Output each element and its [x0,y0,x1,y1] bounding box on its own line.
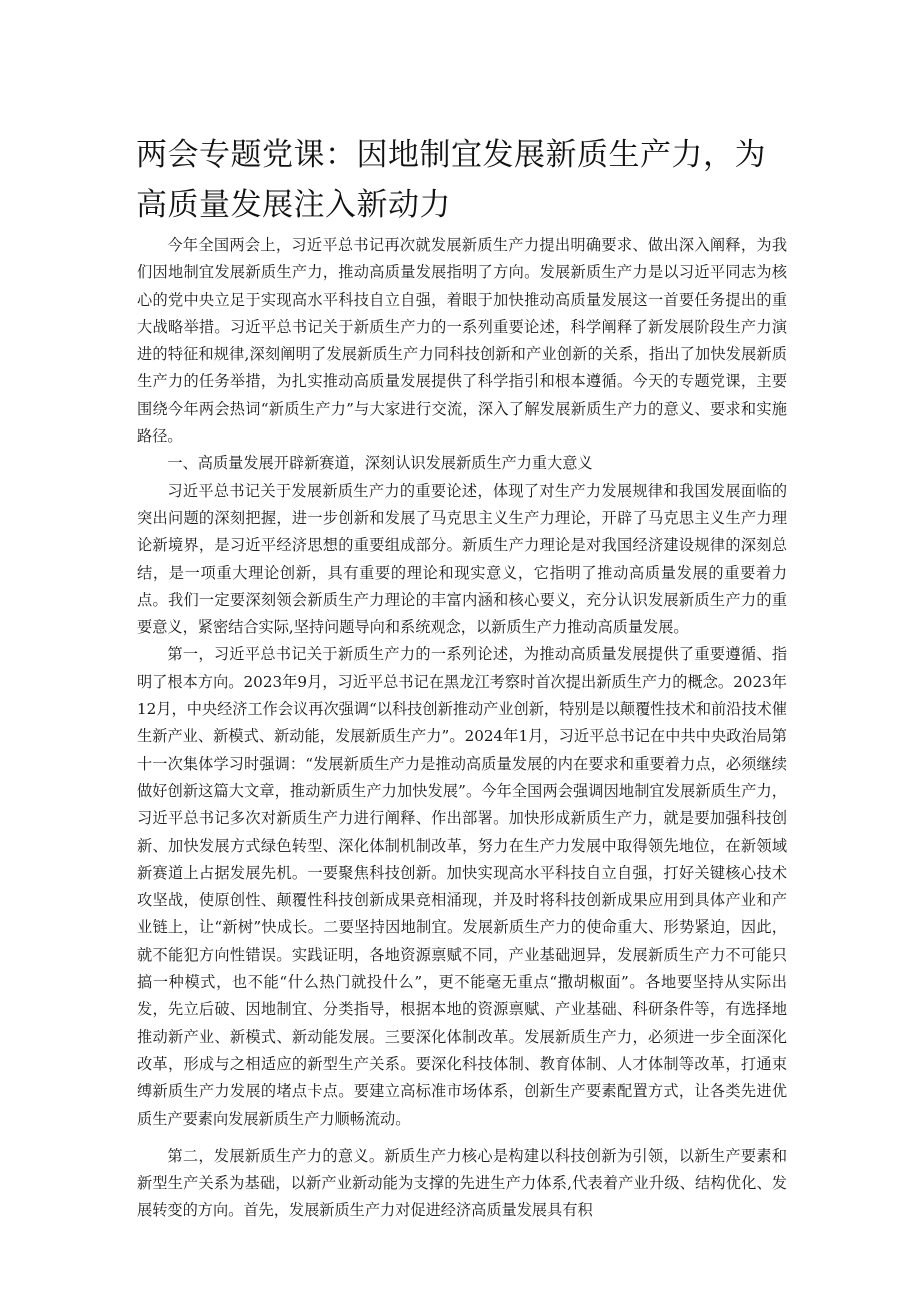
body-paragraph: 习近平总书记关于发展新质生产力的重要论述，体现了对生产力发展规律和我国发展面临的突出问题的深刻把握，进一步创新和发展了马克思主义生产力理论，开辟了马克思主义生产力理论新境界，是习近平经济思想的重要组成部分。新质生产力理论是对我国经济建设规律的深刻总结，是一项重大理论创新，具有重要的理论和现实意义，它指明了推动高质量发展的重要着力点。我们一定要深刻领会新质生产力理论的丰富内涵和核心要义，充分认识发展新质生产力的重要意义，紧密结合实际,坚持问题导向和系统观念，以新质生产力推动高质量发展。 [137,481,787,637]
document-body [137,232,787,1225]
document-title: 两会专题党课：因地制宜发展新质生产力，为高质量发展注入新动力 [136,137,766,223]
intro-paragraph: 今年全国两会上，习近平总书记再次就发展新质生产力提出明确要求、做出深入阐释，为我们因地制宜发展新质生产力，推动高质量发展指明了方向。发展新质生产力是以习近平同志为核心的党中央立足于实现高水平科技自立自强，着眼于加快推动高质量发展这一首要任务提出的重大战略举措。习近平总书记关于新质生产力的一系列重要论述，科学阐释了新发展阶段生产力演进的特征和规律,深刻阐明了发展新质生产力同科技创新和产业创新的关系，指出了加快发展新质生产力的任务举措，为扎实推动高质量发展提供了科学指引和根本遵循。今天的专题党课，主要围绕今年两会热词“新质生产力”与大家进行交流，深入了解发展新质生产力的意义、要求和实施路径。 [137,236,787,446]
section-heading-1: 一、高质量发展开辟新赛道，深刻认识发展新质生产力重大意义 [167,454,593,473]
body-paragraph: 第一，习近平总书记关于新质生产力的一系列论述，为推动高质量发展提供了重要遵循、指明了根本方向。2023年9月，习近平总书记在黑龙江考察时首次提出新质生产力的概念。2023年12月，中央经济工作会议再次强调“以科技创新推动产业创新，特别是以颠覆性技术和前沿技术催生新产业、新模式、新动能，发展新质生产力”。2024年1月，习近平总书记在中共中央政治局第十一次集体学习时强调：“发展新质生产力是推动高质量发展的内在要求和重要着力点，必须继续做好创新这篇大文章，推动新质生产力加快发展”。今年全国两会强调因地制宜发展新质生产力，习近平总书记多次对新质生产力进行阐释、作出部署。加快形成新质生产力，就是要加强科技创新、加快发展方式绿色转型、深化体制机制改革，努力在生产力发展中取得领先地位，在新领域新赛道上占据发展先机。一要聚焦科技创新。加快实现高水平科技自立自强，打好关键核心技术攻坚战，使原创性、颠覆性科技创新成果竞相涌现，并及时将科技创新成果应用到具体产业和产业链上，让“新树”快成长。二要坚持因地制宜。发展新质生产力的使命重大、形势紧迫，因此，就不能犯方向性错误。实践证明，各地资源禀赋不同，产业基础迥异，发展新质生产力不可能只搞一种模式，也不能“什么热门就投什么”，更不能毫无重点“撒胡椒面”。各地要坚持从实际出发，先立后破、因地制宜、分类指导，根据本地的资源禀赋、产业基础、科研条件等，有选择地推动新产业、新模式、新动能发展。三要深化体制改革。发展新质生产力，必须进一步全面深化改革，形成与之相适应的新型生产关系。要深化科技体制、教育体制、人才体制等改革，打通束缚新质生产力发展的堵点卡点。要建立高标准市场体系，创新生产要素配置方式，让各类先进优质生产要素向发展新质生产力顺畅流动。 [137,645,787,1128]
body-paragraph: 第二，发展新质生产力的意义。新质生产力核心是构建以科技创新为引领，以新生产要素和新型生产关系为基础，以新产业新动能为支撑的先进生产力体系,代表着产业升级、结构优化、发展转变的方向。首先，发展新质生产力对促进经济高质量发展具有积 [137,1146,787,1220]
